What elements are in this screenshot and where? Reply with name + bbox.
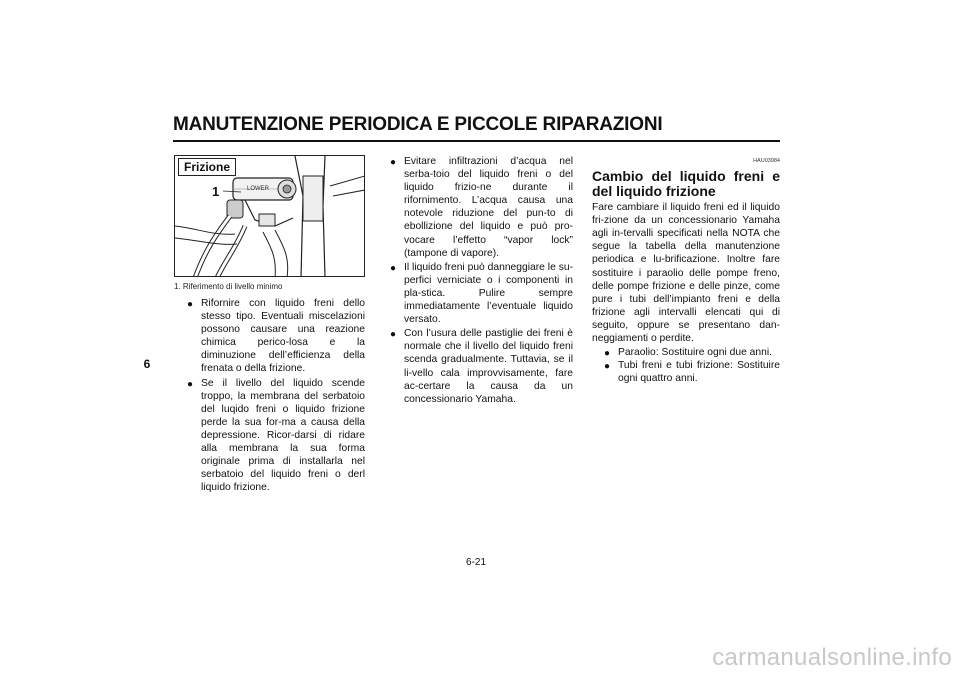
section-code: HAU03984 <box>753 158 780 164</box>
list-item <box>390 155 573 260</box>
bullet-text: Il liquido freni può danneggiare le su-perfici verniciate o i componenti in pla-stica. Pulire sempre immediatamente l’eventuale liquido versato. <box>404 261 573 326</box>
page-number: 6-21 <box>466 557 487 568</box>
column-3 <box>592 155 780 385</box>
clutch-reservoir-figure <box>174 155 365 277</box>
bullet-icon: ● <box>604 361 611 373</box>
bullet-icon: ● <box>187 378 194 390</box>
list-item <box>592 346 780 359</box>
bullet-text: Con l’usura delle pastiglie dei freni è normale che il livello del liquido freni scenda gradualmente. Tuttavia, se il li-vello cala improvvisamente, fare ac-certare la causa da un concessionario Yamaha. <box>404 328 573 405</box>
list-item <box>390 261 573 326</box>
bullet-icon: ● <box>390 157 397 168</box>
reservoir-lower-mark-text: LOWER <box>247 186 270 192</box>
list-item <box>187 377 365 495</box>
bullet-icon: ● <box>390 329 397 341</box>
list-item <box>592 359 780 385</box>
watermark: carmanualsonline.info <box>712 644 952 671</box>
section-paragraph: Fare cambiare il liquido freni ed il liquido fri-zione da un concessionario Yamaha agli in-tervalli specificati nella NOTA che segue la tabella della manutenzione periodica e lu-brificazione. Inoltre fare sostituire i paraolio delle pompe freno, delle pompe frizione e delle pinze, come pure i tubi dell’impianto freni e della frizione agli intervalli elencati qui di seguito, oppure se presentano dan-neggiamenti o perdite. <box>592 202 780 345</box>
page-title: MANUTENZIONE PERIODICA E PICCOLE RIPARAZIONI <box>173 114 663 135</box>
section-title: Cambio del liquido freni e del liquido frizione <box>592 168 780 200</box>
column-1 <box>187 297 365 495</box>
bullet-text: Paraolio: Sostituire ogni due anni. <box>618 347 772 359</box>
figure-callout-number: 1 <box>212 184 220 199</box>
bullet-icon: ● <box>390 262 397 274</box>
header-rule <box>173 140 780 142</box>
list-item <box>187 297 365 376</box>
bullet-icon: ● <box>187 299 194 310</box>
chapter-tab: 6 <box>137 352 157 376</box>
figure-caption: 1. Riferimento di livello minimo <box>174 282 283 291</box>
bullet-text: Rifornire con liquido freni dello stesso tipo. Eventuali miscelazioni possono causare una reazione chimica perico-losa e la diminuzione dell’efficienza della frenata o della frizione. <box>201 298 365 375</box>
bullet-text: Tubi freni e tubi frizione: Sostituire ogni quattro anni. <box>618 360 780 385</box>
bullet-text: Se il livello del liquido scende troppo, la membrana del serbatoio del luqido freni o liquido frizione perde la sua for-ma a causa della depressione. Ricor-darsi di ridare alla membrana la sua forma originale prima di installarla nel serbatoio del liquido freni o derl liquido frizione. <box>201 377 365 494</box>
list-item <box>390 327 573 406</box>
figure-label: Frizione <box>178 158 236 176</box>
bullet-icon: ● <box>604 348 611 360</box>
column-2 <box>390 155 573 407</box>
bullet-text: Evitare infiltrazioni d’acqua nel serba-toio del liquido freni o del liquido frizio-ne durante il rifornimento. L’acqua causa una notevole riduzione del pun-to di ebollizione del liquido e può pro-vocare l’effetto “vapor lock” (tampone di vapore). <box>404 156 573 259</box>
